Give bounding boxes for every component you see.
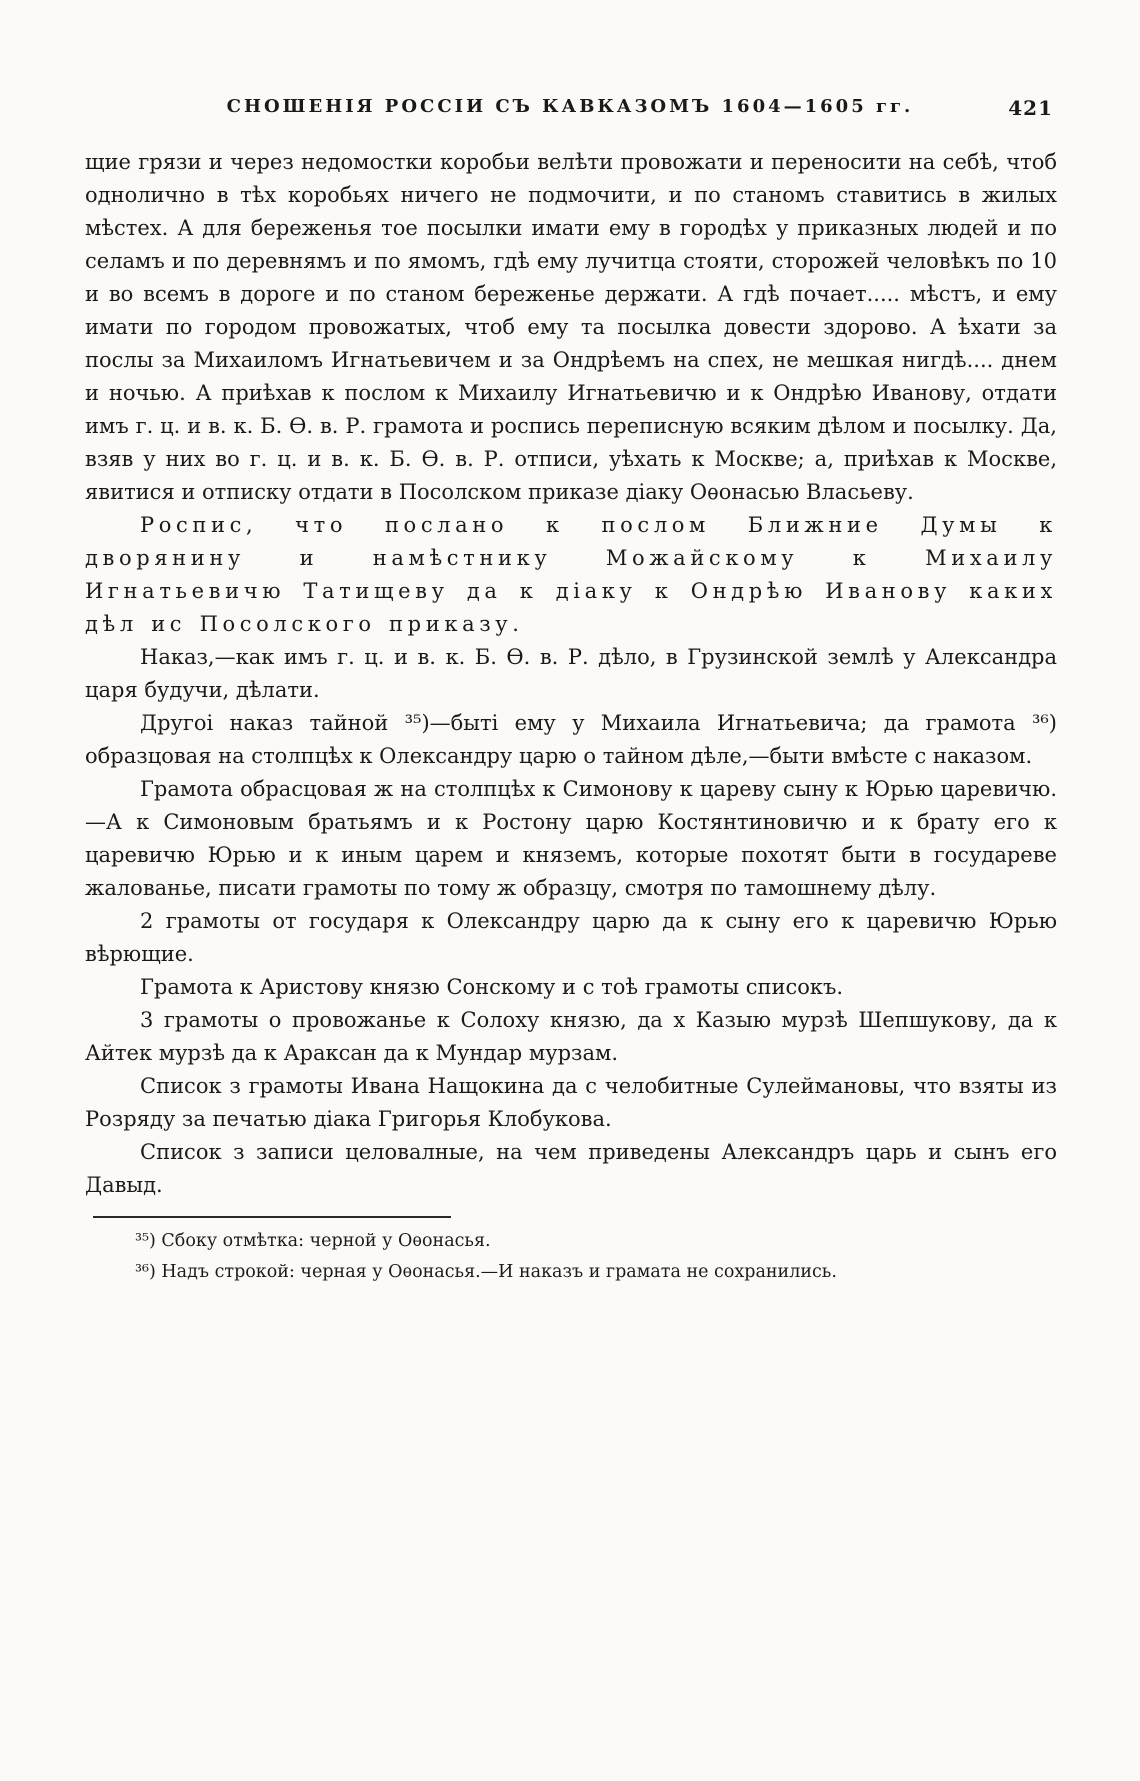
paragraph: Роспис, что послано к послом Ближние Думы к дворянину и намѣстнику Можайскому к Михаилу Игнатьевичю Татищеву да к діаку к Ондрѣю Иванову каких дѣл ис Посолского приказу. bbox=[85, 513, 1057, 636]
footnote: ³⁶) Надъ строкой: черная у Оѳонасья.—И наказъ и грамата не сохранились. bbox=[135, 1262, 837, 1282]
paragraph: Другоі наказ тайной ³⁵)—быті ему у Михаила Игнатьевича; да грамота ³⁶) образцовая на столпцѣх к Олександру царю о тайном дѣле,—быти вмѣсте с наказом. bbox=[85, 711, 1057, 768]
footnotes bbox=[85, 1228, 1057, 1286]
running-header bbox=[85, 96, 1055, 126]
paragraph: Наказ,—как имъ г. ц. и в. к. Б. Ѳ. в. Р. дѣло, в Грузинской землѣ у Александра царя будучи, дѣлати. bbox=[85, 645, 1057, 702]
paragraph: Список з записи целовалные, на чем приведены Александръ царь и сынъ его Давыд. bbox=[85, 1140, 1057, 1197]
body-text bbox=[85, 146, 1057, 1290]
paragraph: Грамота обрасцовая ж на столпцѣх к Симонову к цареву сыну к Юрью царевичю.—А к Симоновым братьямъ и к Ростону царю Костянтиновичю и к брату его к царевичю Юрью и к иным царем и княземъ, которые похотят быти в государеве жалованье, писати грамоты по тому ж образцу, смотря по тамошнему дѣлу. bbox=[85, 777, 1057, 900]
footnote-rule bbox=[93, 1216, 451, 1218]
paragraph: щие грязи и через недомостки коробьи велѣти провожати и переносити на себѣ, чтоб однолично в тѣх коробьях ничего не подмочити, и по станомъ ставитись в жилых мѣстех. А для береженья тое посылки имати ему в городѣх у приказных людей и по селамъ и по деревнямъ и по ямомъ, гдѣ ему лучитца стояти, сторожей человѣкъ по 10 и во всемъ в дороге и по станом береженье держати. А гдѣ почает..... мѣстъ, и ему имати по городом провожатых, чтоб ему та посылка довести здорово. А ѣхати за послы за Михаиломъ Игнатьевичем и за Ондрѣемъ на спех, не мешкая нигдѣ.... днем и ночью. А приѣхав к послом к Михаилу Игнатьевичю и к Ондрѣю Иванову, отдати имъ г. ц. и в. к. Б. Ѳ. в. Р. грамота и роспись переписную всяким дѣлом и посылку. Да, взяв у них во г. ц. и в. к. Б. Ѳ. в. Р. отписи, уѣхать к Москве; а, приѣхав к Москве, явитися и отписку отдати в Посолском приказе діаку Оѳонасью Власьеву. bbox=[85, 150, 1057, 504]
paragraph: 3 грамоты о провожанье к Солоху князю, да х Казыю мурзѣ Шепшукову, да к Айтек мурзѣ да к Араксан да к Мундар мурзам. bbox=[85, 1008, 1057, 1065]
paragraph: Грамота к Аристову князю Сонскому и с тоѣ грамоты списокъ. bbox=[140, 975, 844, 999]
paragraph: Список з грамоты Ивана Нащокина да с челобитные Сулеймановы, что взяты из Розряду за печатью діака Григорья Клобукова. bbox=[85, 1074, 1057, 1131]
paragraph: 2 грамоты от государя к Олександру царю да к сыну его к царевичю Юрью вѣрющие. bbox=[85, 909, 1057, 966]
running-header-title: СНОШЕНІЯ РОССІИ СЪ КАВКАЗОМЪ 1604—1605 гг. bbox=[226, 96, 914, 117]
footnote: ³⁵) Сбоку отмѣтка: черной у Оѳонасья. bbox=[135, 1231, 491, 1251]
page-number: 421 bbox=[1008, 96, 1053, 120]
